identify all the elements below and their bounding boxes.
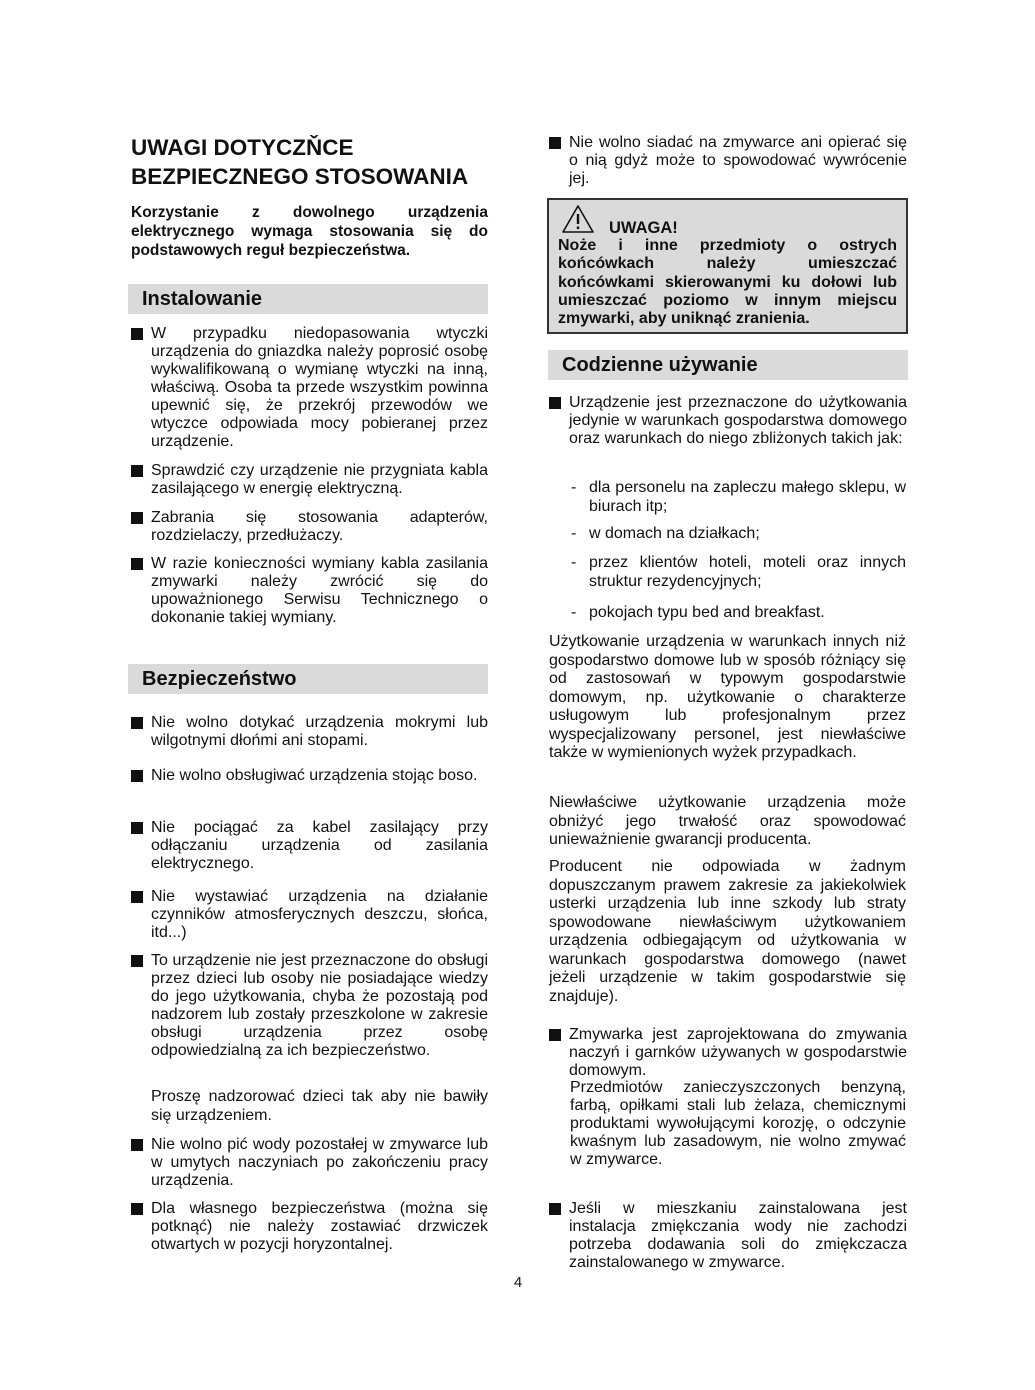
- list-item: W przypadku niedopasowania wtyczki urządzenia do gniazdka należy poprosić osobę wykwalifikowaną o wymianę wtyczki na inną, właściwą. Osoba ta przede wszystkim powinna upewnić się, że przekrój przewodów we wtyczce odpowiada mocy pobieranej przez urządzenie.: [131, 325, 488, 451]
- paragraph: Producent nie odpowiada w żadnym dopuszczanym prawem zakresie za jakiekolwiek usterki urządzenia lub inne szkody lub straty spowodowane niewłaściwym użytkowaniem urządzenia odbiegającym od użytkowania w warunkach gospodarstwa domowego (nawet jeżeli urządzenie w takim gospodarstwie się znajduje).: [549, 858, 906, 1005]
- list-item: Zmywarka jest zaprojektowana do zmywania naczyń i garnków używanych w gospodarstwie domowym.: [549, 1026, 907, 1080]
- paragraph: Niewłaściwe użytkowanie urządzenia może obniżyć jego trwałość oraz spowodować unieważnienie gwarancji producenta.: [549, 794, 906, 848]
- list-item: Nie wystawiać urządzenia na działanie czynników atmosferycznych deszczu, słońca, itd...): [131, 888, 488, 942]
- square-bullet-icon: [131, 1139, 143, 1151]
- warning-title: UWAGA!: [609, 219, 678, 237]
- square-bullet-icon: [131, 558, 143, 570]
- list-item: Urządzenie jest przeznaczone do użytkowania jedynie w warunkach gospodarstwa domowego oraz warunkach do niego zbliżonych takich jak:: [549, 394, 907, 448]
- paragraph: Przedmiotów zanieczyszczonych benzyną, farbą, opiłkami stali lub żelaza, chemicznymi produktami wywołującymi korozję, o odczynie kwaśnym lub zasadowym, nie wolno zmywać w zmywarce.: [570, 1079, 906, 1168]
- page-title-line-1: UWAGI DOTYCZŇCE: [131, 135, 354, 160]
- square-bullet-icon: [131, 328, 143, 340]
- square-bullet-icon: [131, 512, 143, 524]
- dash-item: - dla personelu na zapleczu małego sklepu, w biurach itp;: [571, 479, 906, 515]
- list-item: Nie wolno siadać na zmywarce ani opierać się o nią gdyż może to spowodować wywrócenie jej.: [549, 134, 907, 188]
- list-item: Nie wolno obsługiwać urządzenia stojąc boso.: [131, 767, 488, 785]
- page-title: [131, 133, 511, 191]
- square-bullet-icon: [131, 955, 143, 967]
- section-header-daily-use: Codzienne używanie: [548, 350, 908, 380]
- list-item: W razie konieczności wymiany kabla zasilania zmywarki należy zwrócić się do upoważnionego Serwisu Technicznego o dokonanie takiej wymiany.: [131, 555, 488, 627]
- square-bullet-icon: [131, 717, 143, 729]
- warning-text: Noże i inne przedmioty o ostrych końcówkach należy umieszczać końcówkami skierowanymi ku dołowi lub umieszczać poziomo w innym miejscu zmywarki, aby uniknąć zranienia.: [558, 237, 897, 328]
- list-item: Jeśli w mieszkaniu zainstalowana jest instalacja zmiękczania wody nie zachodzi potrzeba dodawania soli do zmiękczacza zainstalowanego w zmywarce.: [549, 1200, 907, 1272]
- square-bullet-icon: [131, 465, 143, 477]
- children-note: Proszę nadzorować dzieci tak aby nie bawiły się urządzeniem.: [151, 1088, 488, 1124]
- list-item: Zabrania się stosowania adapterów, rozdzielaczy, przedłużaczy.: [131, 509, 488, 545]
- square-bullet-icon: [131, 822, 143, 834]
- list-item: To urządzenie nie jest przeznaczone do obsługi przez dzieci lub osoby nie posiadające wiedzy do jego użytkowania, chyba że pozostają pod nadzorem lub zostały przeszkolone w zakresie obsługi urządzenia przez osobę odpowiedzialną za ich bezpieczeństwo.: [131, 952, 488, 1060]
- list-item: Nie pociągać za kabel zasilający przy odłączaniu urządzenia od zasilania elektrycznego.: [131, 819, 488, 873]
- warning-box: [547, 198, 908, 334]
- dash-item: - pokojach typu bed and breakfast.: [571, 604, 825, 621]
- paragraph: Użytkowanie urządzenia w warunkach innych niż gospodarstwo domowe lub w sposób różniący się od zastosowań w typowym gospodarstwie domowym, np. użytkowanie o charakterze usługowym lub profesjonalnym przez wyspecjalizowany personel, jest niewłaściwe także w wymienionych wyżek przypadkach.: [549, 633, 906, 761]
- square-bullet-icon: [131, 891, 143, 903]
- list-item: Dla własnego bezpieczeństwa (można się potknąć) nie należy zostawiać drzwiczek otwartych w pozycji horyzontalnej.: [131, 1200, 488, 1254]
- square-bullet-icon: [549, 137, 561, 149]
- dash-item: - w domach na działkach;: [571, 525, 760, 542]
- square-bullet-icon: [549, 1029, 561, 1041]
- warning-triangle-icon: [561, 204, 595, 234]
- intro-text: Korzystanie z dowolnego urządzenia elektrycznego wymaga stosowania się do podstawowych reguł bezpieczeństwa.: [131, 204, 488, 259]
- section-header-installation: Instalowanie: [128, 284, 488, 314]
- page-title-line-2: BEZPIECZNEGO STOSOWANIA: [131, 164, 469, 189]
- square-bullet-icon: [131, 770, 143, 782]
- list-item: Nie wolno dotykać urządzenia mokrymi lub wilgotnymi dłońmi ani stopami.: [131, 714, 488, 750]
- square-bullet-icon: [549, 397, 561, 409]
- square-bullet-icon: [131, 1203, 143, 1215]
- square-bullet-icon: [549, 1203, 561, 1215]
- list-item: Sprawdzić czy urządzenie nie przygniata kabla zasilającego w energię elektryczną.: [131, 462, 488, 498]
- list-item: Nie wolno pić wody pozostałej w zmywarce lub w umytych naczyniach po zakończeniu pracy urządzenia.: [131, 1136, 488, 1190]
- dash-item: - przez klientów hoteli, moteli oraz innych struktur rezydencyjnych;: [571, 554, 906, 590]
- section-header-safety: Bezpieczeństwo: [128, 664, 488, 694]
- page-number: 4: [513, 1274, 523, 1291]
